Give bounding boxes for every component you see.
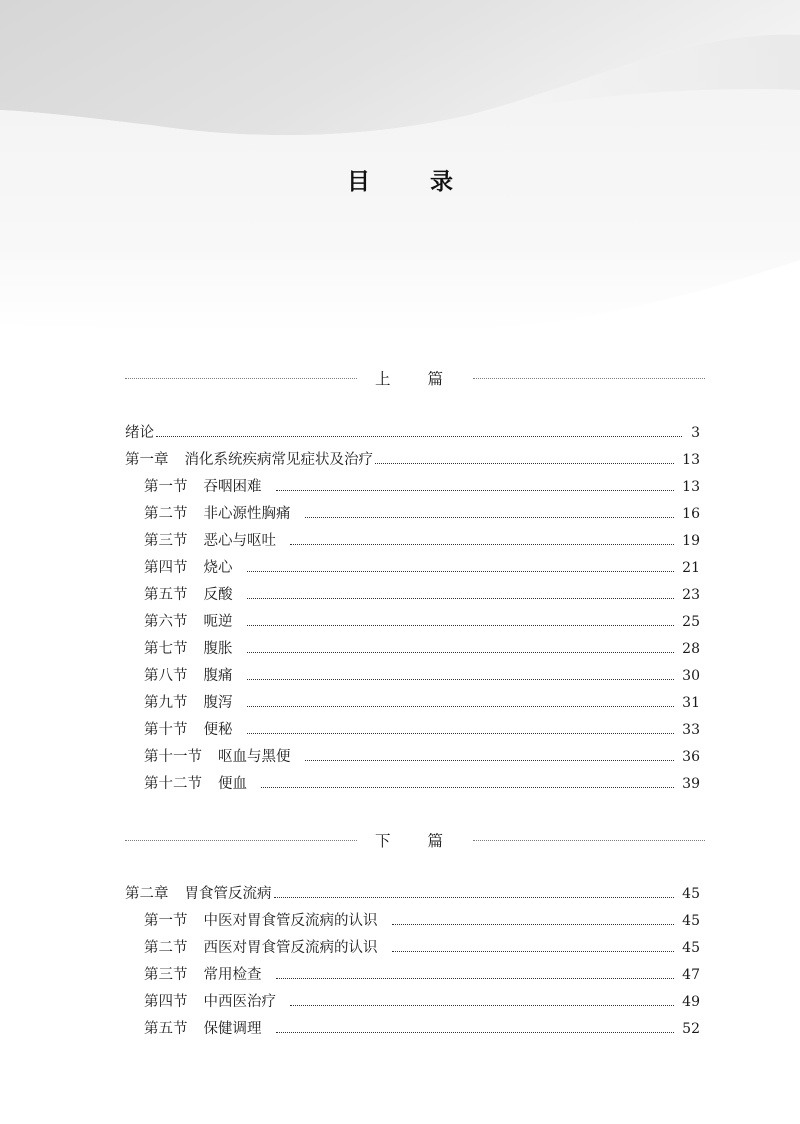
toc-section-entry[interactable]	[144, 773, 700, 795]
toc-chapter-entry[interactable]	[125, 883, 700, 905]
part-header-upper	[125, 367, 705, 389]
entry-number: 第十节	[144, 722, 188, 738]
page-number: 13	[682, 452, 700, 468]
entry-title: 中西医治疗	[203, 994, 276, 1010]
dot-leader	[290, 1005, 674, 1006]
entry-title: 便秘	[203, 722, 233, 738]
toc-section-entry[interactable]	[144, 665, 700, 687]
part-label: 下 篇	[375, 832, 459, 850]
page-number: 47	[682, 967, 700, 983]
entry-number: 第五节	[144, 587, 188, 603]
dot-leader	[276, 1032, 675, 1033]
entry-number: 第四节	[144, 994, 188, 1010]
dot-leader	[247, 652, 675, 653]
entry-title: 腹痛	[203, 668, 233, 684]
entry-title: 呕血与黑便	[218, 749, 291, 765]
dot-leader	[247, 706, 675, 707]
entry-number: 第一节	[144, 479, 188, 495]
toc-section-entry[interactable]	[144, 719, 700, 741]
page-number: 13	[682, 479, 700, 495]
entry-number: 第六节	[144, 614, 188, 630]
entry-number: 第三节	[144, 533, 188, 549]
page-title: 目 录	[346, 169, 479, 195]
toc-section-entry[interactable]	[144, 937, 700, 959]
page-number: 45	[682, 886, 700, 902]
entry-number: 第五节	[144, 1021, 188, 1037]
entry-number: 第七节	[144, 641, 188, 657]
page-number: 3	[691, 425, 700, 441]
dotted-rule-right	[473, 378, 705, 379]
entry-number: 第九节	[144, 695, 188, 711]
page-number: 19	[682, 533, 700, 549]
part-header-lower	[125, 829, 705, 851]
dot-leader	[247, 733, 675, 734]
dot-leader	[247, 571, 675, 572]
toc-section-entry[interactable]	[144, 611, 700, 633]
dot-leader	[276, 490, 675, 491]
page-number: 28	[682, 641, 700, 657]
page-number: 36	[682, 749, 700, 765]
entry-number: 第二章	[125, 886, 169, 902]
entry-number: 第二节	[144, 940, 188, 956]
entry-title: 中医对胃食管反流病的认识	[203, 913, 378, 929]
entry-number: 第一章	[125, 452, 169, 468]
dot-leader	[247, 625, 675, 626]
entry-title: 吞咽困难	[203, 479, 262, 495]
entry-title: 烧心	[203, 560, 233, 576]
toc-section-entry[interactable]	[144, 692, 700, 714]
entry-title: 常用检查	[203, 967, 262, 983]
entry-number: 第十二节	[144, 776, 202, 792]
dot-leader	[392, 951, 675, 952]
dot-leader	[392, 924, 675, 925]
dotted-rule-left	[125, 378, 357, 379]
toc-section-entry[interactable]	[144, 530, 700, 552]
entry-number: 第二节	[144, 506, 188, 522]
toc-section-entry[interactable]	[144, 910, 700, 932]
toc-section-entry[interactable]	[144, 638, 700, 660]
entry-number: 第十一节	[144, 749, 202, 765]
entry-number: 第八节	[144, 668, 188, 684]
entry-title: 消化系统疾病常见症状及治疗	[184, 452, 373, 468]
entry-title: 绪论	[125, 425, 154, 441]
toc-section-entry[interactable]	[144, 1018, 700, 1040]
toc-section-entry[interactable]	[144, 746, 700, 768]
toc-chapter-entry[interactable]	[125, 449, 700, 471]
dot-leader	[156, 436, 682, 437]
page-number: 45	[682, 940, 700, 956]
page-number: 23	[682, 587, 700, 603]
page-number: 49	[682, 994, 700, 1010]
dot-leader	[375, 463, 674, 464]
dot-leader	[247, 679, 675, 680]
entry-title: 西医对胃食管反流病的认识	[203, 940, 378, 956]
entry-title: 腹胀	[203, 641, 233, 657]
dot-leader	[261, 787, 674, 788]
entry-title: 腹泻	[203, 695, 233, 711]
page-number: 52	[682, 1021, 700, 1037]
page-number: 33	[682, 722, 700, 738]
dotted-rule-right	[473, 840, 705, 841]
toc-section-entry[interactable]	[144, 584, 700, 606]
dot-leader	[274, 897, 675, 898]
entry-title: 保健调理	[203, 1021, 262, 1037]
dot-leader	[247, 598, 675, 599]
entry-title: 恶心与呕吐	[203, 533, 276, 549]
page-number: 30	[682, 668, 700, 684]
toc-section-entry[interactable]	[144, 964, 700, 986]
dotted-rule-left	[125, 840, 357, 841]
toc-section-entry[interactable]	[144, 503, 700, 525]
dot-leader	[290, 544, 674, 545]
toc-section-entry[interactable]	[144, 991, 700, 1013]
entry-title: 胃食管反流病	[184, 886, 272, 902]
page-number: 16	[682, 506, 700, 522]
entry-number: 第三节	[144, 967, 188, 983]
entry-title: 反酸	[203, 587, 233, 603]
toc-chapter-entry[interactable]	[125, 422, 700, 444]
entry-number: 第一节	[144, 913, 188, 929]
dot-leader	[305, 760, 675, 761]
dot-leader	[276, 978, 675, 979]
page-number: 39	[682, 776, 700, 792]
page-number: 45	[682, 913, 700, 929]
page-number: 21	[682, 560, 700, 576]
entry-title: 呃逆	[203, 614, 233, 630]
page-number: 31	[682, 695, 700, 711]
toc-section-entry[interactable]	[144, 557, 700, 579]
entry-title: 非心源性胸痛	[203, 506, 291, 522]
entry-number: 第四节	[144, 560, 188, 576]
part-label: 上 篇	[375, 370, 459, 388]
page-number: 25	[682, 614, 700, 630]
dot-leader	[305, 517, 675, 518]
toc-section-entry[interactable]	[144, 476, 700, 498]
entry-title: 便血	[218, 776, 247, 792]
